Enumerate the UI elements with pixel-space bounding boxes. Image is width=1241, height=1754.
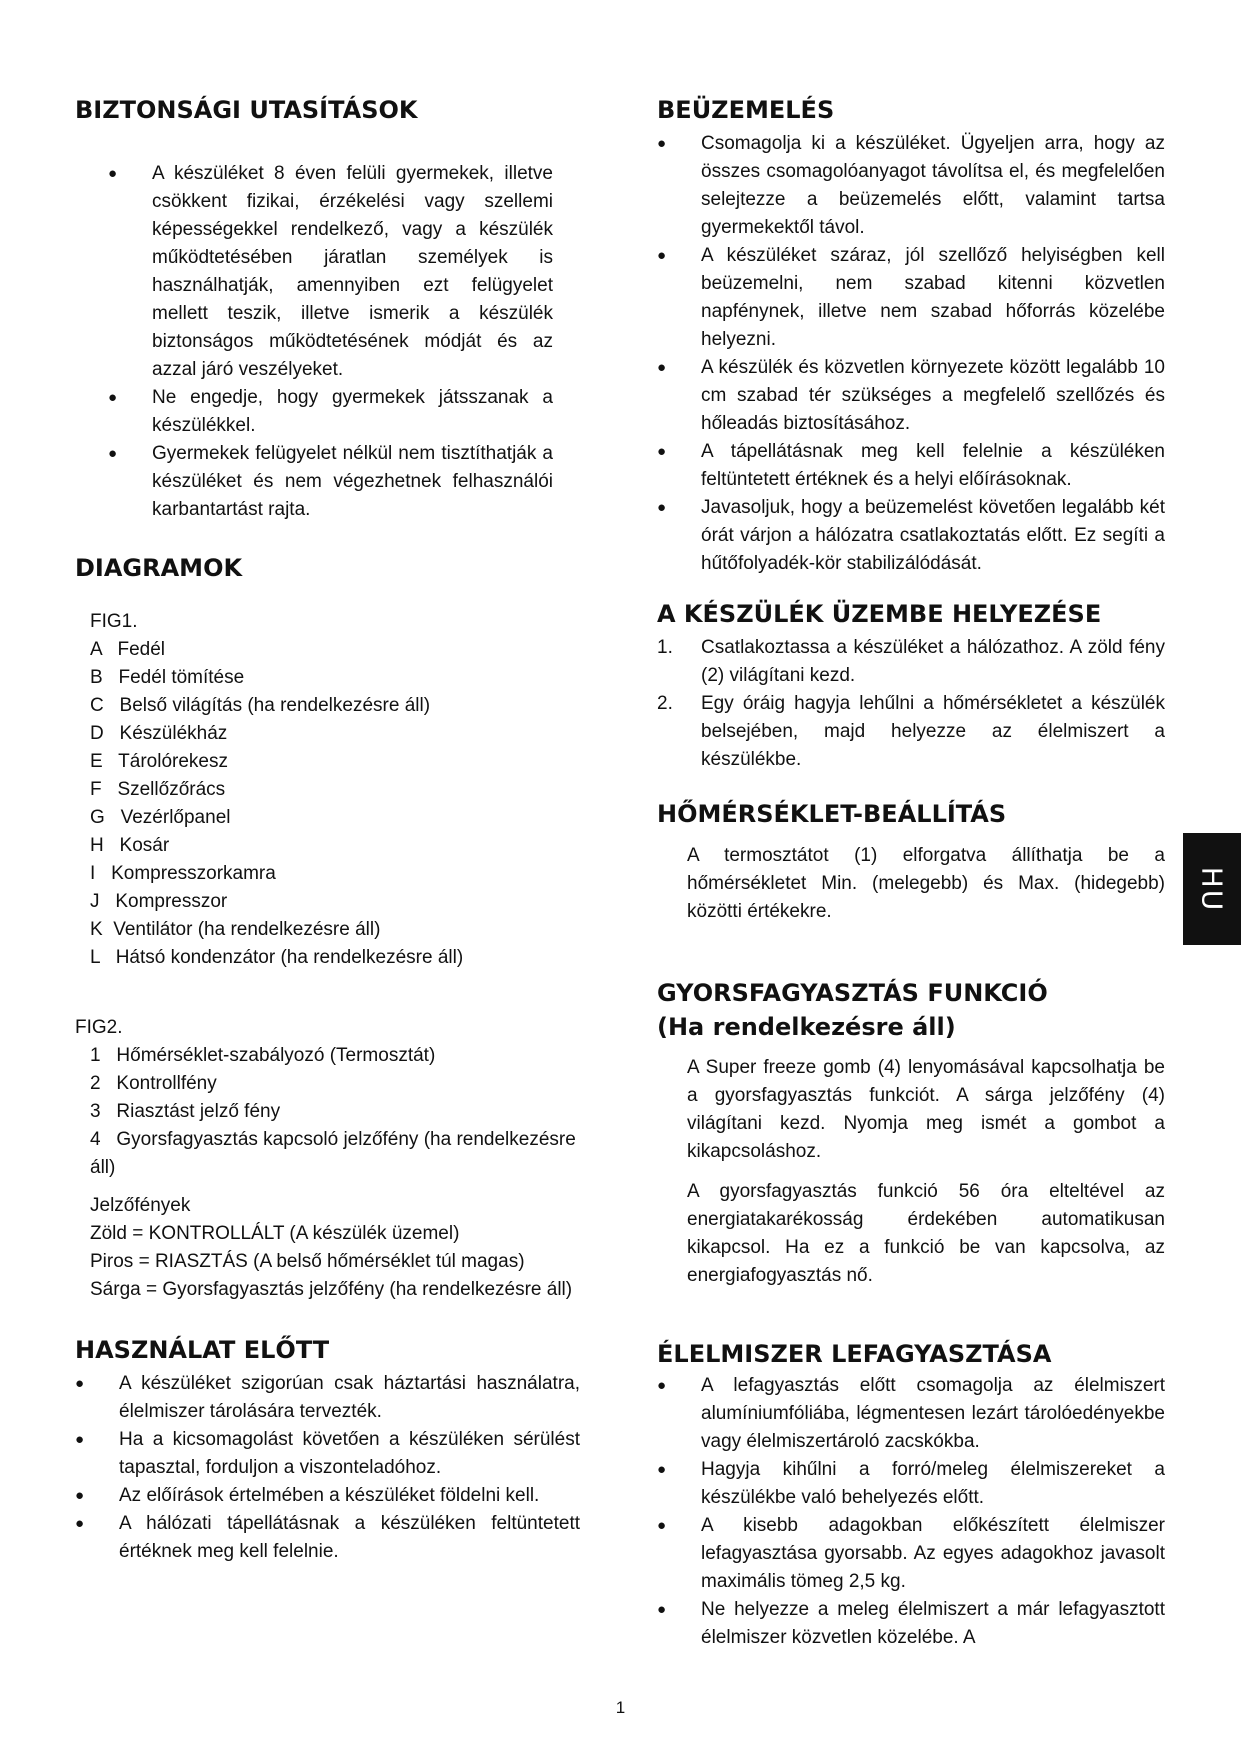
fig2-item: 2 Kontrollfény — [90, 1073, 217, 1094]
before-use-item: ● Ha a kicsomagolást követően a készüléken sérülést tapasztal, forduljon a viszonteladóhoz. — [75, 1426, 580, 1482]
before-use-list — [75, 1370, 580, 1566]
freezing-item: ● Ne helyezze a meleg élelmiszert a már lefagyasztott élelmiszer közvetlen közelébe. A — [657, 1596, 1165, 1652]
freezing-item: ● A lefagyasztás előtt csomagolja az élelmiszert alumíniumfóliába, légmentesen lezárt tárolóedényekbe vagy élelmiszertároló zacskókba. — [657, 1372, 1165, 1456]
freezing-title: ÉLELMISZER LEFAGYASZTÁSA — [657, 1340, 1052, 1368]
lights-block — [90, 1192, 585, 1304]
fig1-item: B Fedél tömítése — [90, 667, 245, 688]
quick-freeze-title: GYORSFAGYASZTÁS FUNKCIÓ (Ha rendelkezésre áll) — [657, 979, 1048, 1041]
operation-text: Egy óráig hagyja lehűlni a hőmérsékletet a készülék belsejében, majd helyezze az élelmiszert a készülékbe. — [701, 693, 1165, 770]
operation-title: A KÉSZÜLÉK ÜZEMBE HELYEZÉSE — [657, 600, 1102, 628]
fig1-item: D Készülékház — [90, 723, 228, 744]
safety-item: ● Ne engedje, hogy gyermekek játsszanak a készülékkel. — [108, 384, 553, 440]
language-tab-label: HU — [1195, 866, 1229, 912]
before-use-title: HASZNÁLAT ELŐTT — [75, 1336, 330, 1364]
freezing-item: ● A kisebb adagokban előkészített élelmiszer lefagyasztása gyorsabb. Az egyes adagokhoz javasolt maximális tömeg 2,5 kg. — [657, 1512, 1165, 1596]
operation-item — [657, 690, 1165, 774]
fig1-item: J Kompresszor — [90, 891, 228, 912]
quick-freeze-text-2: A gyorsfagyasztás funkció 56 óra elteltével az energiatakarékosság érdekében automatikusan kikapcsol. Ha ez a funkció be van kapcsolva, az energiafogyasztás nő. — [687, 1181, 1165, 1286]
fig1-item: H Kosár — [90, 835, 170, 856]
operation-text: Csatlakoztassa a készüléket a hálózathoz. A zöld fény (2) világítani kezd. — [701, 637, 1165, 686]
page-number: 1 — [615, 1698, 626, 1717]
operation-list — [657, 634, 1165, 774]
safety-item: ● A készüléket 8 éven felüli gyermekek, illetve csökkent fizikai, érzékelési vagy szellemi képességekkel rendelkező, vagy a készülék működtetésében járatlan személyek is használhatják, amennyiben ezt felügyelet mellett teszik, illetve ismerik a készülék biztonságos működtetésének módját és az azzal járó veszélyeket. — [108, 160, 553, 384]
fig2-label: FIG2. — [75, 1017, 123, 1038]
fig1-item: L Hátsó kondenzátor (ha rendelkezésre áll) — [90, 947, 464, 968]
light-item: Zöld = KONTROLLÁLT (A készülék üzemel) — [90, 1223, 460, 1244]
before-use-item: ● Az előírások értelmében a készüléket földelni kell. — [75, 1482, 580, 1510]
fig1-item: A Fedél — [90, 639, 165, 660]
freezing-item: ● Hagyja kihűlni a forró/meleg élelmiszereket a készülékbe való behelyezés előtt. — [657, 1456, 1165, 1512]
installation-item: ● Csomagolja ki a készüléket. Ügyeljen arra, hogy az összes csomagolóanyagot távolítsa el, és megfelelően selejtezze a beüzemelés előtt, valamint tartsa gyermekektől távol. — [657, 130, 1165, 242]
fig2-item: 1 Hőmérséklet-szabályozó (Termosztát) — [90, 1045, 436, 1066]
installation-list — [657, 130, 1165, 578]
fig1-item: E Tárolórekesz — [90, 751, 228, 772]
operation-item — [657, 634, 1165, 690]
before-use-item: ● A készüléket szigorúan csak háztartási használatra, élelmiszer tárolására tervezték. — [75, 1370, 580, 1426]
language-tab — [1183, 833, 1241, 945]
safety-list — [108, 160, 553, 524]
fig1-label: FIG1. — [90, 611, 138, 632]
fig2-item: 4 Gyorsfagyasztás kapcsoló jelzőfény (ha rendelkezésre áll) — [90, 1129, 582, 1178]
operation-number: 2. — [657, 693, 673, 714]
installation-title: BEÜZEMELÉS — [657, 96, 835, 124]
light-item: Piros = RIASZTÁS (A belső hőmérséklet túl magas) — [90, 1251, 525, 1272]
temperature-text: A termosztátot (1) elforgatva állíthatja be a hőmérsékletet Min. (melegebb) és Max. (hidegebb) közötti értékekre. — [687, 845, 1165, 922]
fig2-item: 3 Riasztást jelző fény — [90, 1101, 281, 1122]
lights-title: Jelzőfények — [90, 1195, 191, 1216]
safety-item: ● Gyermekek felügyelet nélkül nem tisztíthatják a készüléket és nem végezhetnek felhasználói karbantartást rajta. — [108, 440, 553, 524]
installation-item: ● A készüléket száraz, jól szellőző helyiségben kell beüzemelni, nem szabad kitenni közvetlen napfénynek, illetve nem szabad hőforrás közelébe helyezni. — [657, 242, 1165, 354]
fig1-item: C Belső világítás (ha rendelkezésre áll) — [90, 695, 431, 716]
installation-item: ● A készülék és közvetlen környezete között legalább 10 cm szabad tér szükséges a megfelelő szellőzés és hőleadás biztosításához. — [657, 354, 1165, 438]
fig1-list — [90, 608, 585, 972]
installation-item: ● A tápellátásnak meg kell felelnie a készüléken feltüntetett értéknek és a helyi előírásoknak. — [657, 438, 1165, 494]
operation-number: 1. — [657, 637, 673, 658]
safety-title: BIZTONSÁGI UTASÍTÁSOK — [75, 96, 418, 124]
fig1-item: K Ventilátor (ha rendelkezésre áll) — [90, 919, 381, 940]
freezing-list — [657, 1372, 1165, 1652]
left-column — [75, 96, 585, 1566]
fig2-list — [90, 1042, 585, 1182]
right-column — [657, 96, 1165, 1652]
before-use-item: ● A hálózati tápellátásnak a készüléken feltüntetett értéknek meg kell felelnie. — [75, 1510, 580, 1566]
light-item: Sárga = Gyorsfagyasztás jelzőfény (ha rendelkezésre áll) — [90, 1279, 573, 1300]
fig1-item: F Szellőzőrács — [90, 779, 226, 800]
diagrams-title: DIAGRAMOK — [75, 554, 243, 582]
installation-item: ● Javasoljuk, hogy a beüzemelést követően legalább két órát várjon a hálózatra csatlakoztatás előtt. Ez segíti a hűtőfolyadék-kör stabilizálódását. — [657, 494, 1165, 578]
fig1-item: I Kompresszorkamra — [90, 863, 276, 884]
temperature-title: HŐMÉRSÉKLET-BEÁLLÍTÁS — [657, 800, 1007, 828]
quick-freeze-text-1: A Super freeze gomb (4) lenyomásával kapcsolhatja be a gyorsfagyasztás funkciót. A sárga jelzőfény (4) világítani kezd. Nyomja meg ismét a gombot a kikapcsoláshoz. — [687, 1057, 1165, 1162]
fig1-item: G Vezérlőpanel — [90, 807, 231, 828]
